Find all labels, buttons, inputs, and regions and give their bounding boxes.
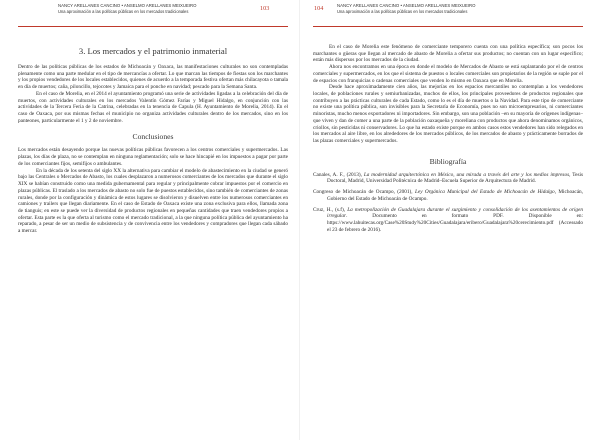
reference-title: La metropolización de Guadalajara durante el surgimiento y consolidación de los asentamientos de origen irregular: [327, 206, 583, 220]
reference-lead: Congreso de Michoacán de Ocampo, (2001),: [313, 189, 415, 196]
page-number: 104: [314, 5, 324, 12]
reference-entry: [313, 207, 583, 234]
running-header: [337, 3, 476, 15]
reference-entry: [313, 189, 583, 202]
page-gutter: [299, 0, 300, 440]
right-page-header: [313, 0, 583, 27]
section-title: 3. Los mercados y el patrimonio inmaterial: [78, 46, 228, 56]
conclusion-paragraph: Los mercados están desayendo porque las nuevas políticas públicas favorecen a los centros comerciales y supermercados. Las plazas, los días de plaza, no se contemplan en ninguna reglamentación; solo se hace hincapié en los impuestos a pagar por parte de los comerciantes fijos, semifijos o ambulantes.: [18, 147, 288, 167]
body-paragraph: Desde hace aproximadamente cien años, las mejorías en los espacios mercantiles no contemplan a los vendedores locales, de poblaciones rurales y semiurbanizadas, muchos de ellos, los principales proveedores de productos regionales que contribuyen a las prácticas culturales de cada Estado, como lo es el día de muertos o la Navidad. Para este tipo de comerciante no existe una política pública, son invisibles para la Secretaría de Economía, pues no son microempresarios, ni comerciantes minoristas, mucho menos exportadores ni importadores. Sin embargo, son una población –en su mayoría de orígenes indígenas– que viven y dan de comer a una parte de la población oaxaqueña y moreliana con productos que ahora denominamos orgánicos, criollos, sin pesticidas ni conservadores. Lo que ha estado existe porque en ambos casos estos vendedores han sido relegados en los mercados al aire libre, en los alrededores de los mercados públicos, de los mercados de abasto y prácticamente borrados de las plazas comerciales y supermercados.: [313, 84, 583, 145]
bibliography-title: Bibliografía: [429, 156, 467, 166]
reference-entry: [313, 172, 583, 185]
conclusion-paragraph: En la década de los setenta del siglo XX la alternativa para cambiar el modelo de abastecimiento en la ciudad se generó bajo las Centrales o Mercados de Abasto, los cuales desplazaron a numerosos comerciantes de los mercados que durante el siglo XIX se habían construido como una medida gubernamental para regular y principalmente cobrar impuestos por el comercio en plazas públicas. El traslado a los mercados de abasto no solo fue de puestos establecidos, sino también de comerciantes de zonas rurales, donde por la configuración y dinámica de estos lugares se disolvieron y disuelven entre los numerosos comerciantes en camiones y trailers que llegan diariamente. En el caso de Estado de Oaxaca existe una zona exclusiva para ellos, llamada zona de tianguis; en este se puede ver la diversidad de productos regionales en pequeñas cantidades que traen vendedores propios a ofertar. Esta parte es la que oferta al turismo como el mercado tradicional, a la que ninguna política pública del ayuntamiento ha reparado, a pesar de ser un medio de subsistencia y de convivencia entre los vendedores y compradores que llegan cada sábado a mercar.: [18, 167, 288, 235]
left-page-header: [18, 0, 288, 27]
body-paragraph: En el caso de Morelia este fenómeno de comerciante temporero cuenta con una política específica; son pocos los marchantes o güeras que llegan al mercado de abasto de Morelia a ofertar sus productos; no cuentan con un lugar específico; están más dispersos por los mercados de la ciudad.: [313, 44, 583, 64]
reference-list: [313, 172, 583, 234]
body-paragraph: En el caso de Morelia, en el 2014 el ayuntamiento programó una serie de actividades ligadas a la celebración del día de muertos, con actividades culturales en los mercados Valentín Gómez Farías y Miguel Hidalgo, en conjunción con las actividades de la Tercera Feria de la Catrina, celebradas en la tenencia de Capula (H. Ayuntamiento de Morelia, 2014). En el caso de Oaxaca, por sus mismas fechas el municipio no organiza actividades culturales dentro de los mercados, sino en los panteones, particularmente el 1 y 2 de noviembre.: [18, 90, 288, 124]
reference-title: Ley Orgánica Municipal del Estado de Michoacán de Hidalgo: [414, 189, 555, 196]
page-number: 103: [260, 5, 270, 12]
running-header: [58, 3, 197, 15]
right-page: [313, 0, 583, 440]
reference-lead: Cruz, H., (s.f),: [313, 206, 348, 213]
conclusions-title: Conclusiones: [132, 132, 174, 142]
body-paragraph: Ahora nos encontramos en una época en donde el modelo de Mercados de Abasto se está suplantando por el de centros comerciales y supermercados, en los que el sistema de puestos o locales comerciales son propietarios de la región se suple por el de espacios con franquicias o cadenas comerciales que venden lo mismo en Oaxaca que en Morelia.: [313, 64, 583, 84]
reference-tail: , Tesis Doctoral, Madrid, Universidad Politécnica de Madrid–Escuela Superior de Arquitectura de Madrid.: [327, 171, 583, 185]
body-paragraph: Dentro de las políticas públicas de los estados de Michoacán y Oaxaca, las manifestaciones culturales no son contempladas plenamente como una parte medular en el tipo de mercancías a ofertar. Lo que marcan las tiempos de fiestas son los marchantes y los propios vendedores de los locales establecidos, quienes de acuerdo a la temporada festiva ofertan más chilacayota o tamala en día de muertos; caña, piloncillo, tejocotes y Jamaica para el ponche en navidad; pescado para la Semana Santa.: [18, 64, 288, 91]
reference-title: La modernidad arquitectónica en México, una mirada a través del arte y los medios impresos: [363, 171, 570, 178]
reference-tail: . Documento en formato PDF. Disponible en: https://www.lahuitecas.org/Case%20Study%20Cities/Guadalajara/eribero/Guadalajara%20cerecimiento.pdf (Accessado el 23 de febrero de 2016).: [327, 213, 583, 233]
reference-lead: Canales, A. F., (2013),: [313, 171, 364, 178]
reference-tail: , Michoacán, Gobierno del Estado de Michoacán de Ocampo.: [327, 189, 583, 202]
header-subtitle: Una aproximación a las políticas públicas en los mercados tradicionales: [337, 9, 468, 14]
header-subtitle: Una aproximación a las políticas públicas en los mercados tradicionales: [58, 9, 189, 14]
header-authors: NANCY ARELLANES CANCINO • ANSELMO ARELLANES MEIXUEIRO: [58, 3, 197, 8]
header-authors: NANCY ARELLANES CANCINO • ANSELMO ARELLANES MEIXUEIRO: [337, 3, 476, 8]
left-page: [18, 0, 288, 440]
